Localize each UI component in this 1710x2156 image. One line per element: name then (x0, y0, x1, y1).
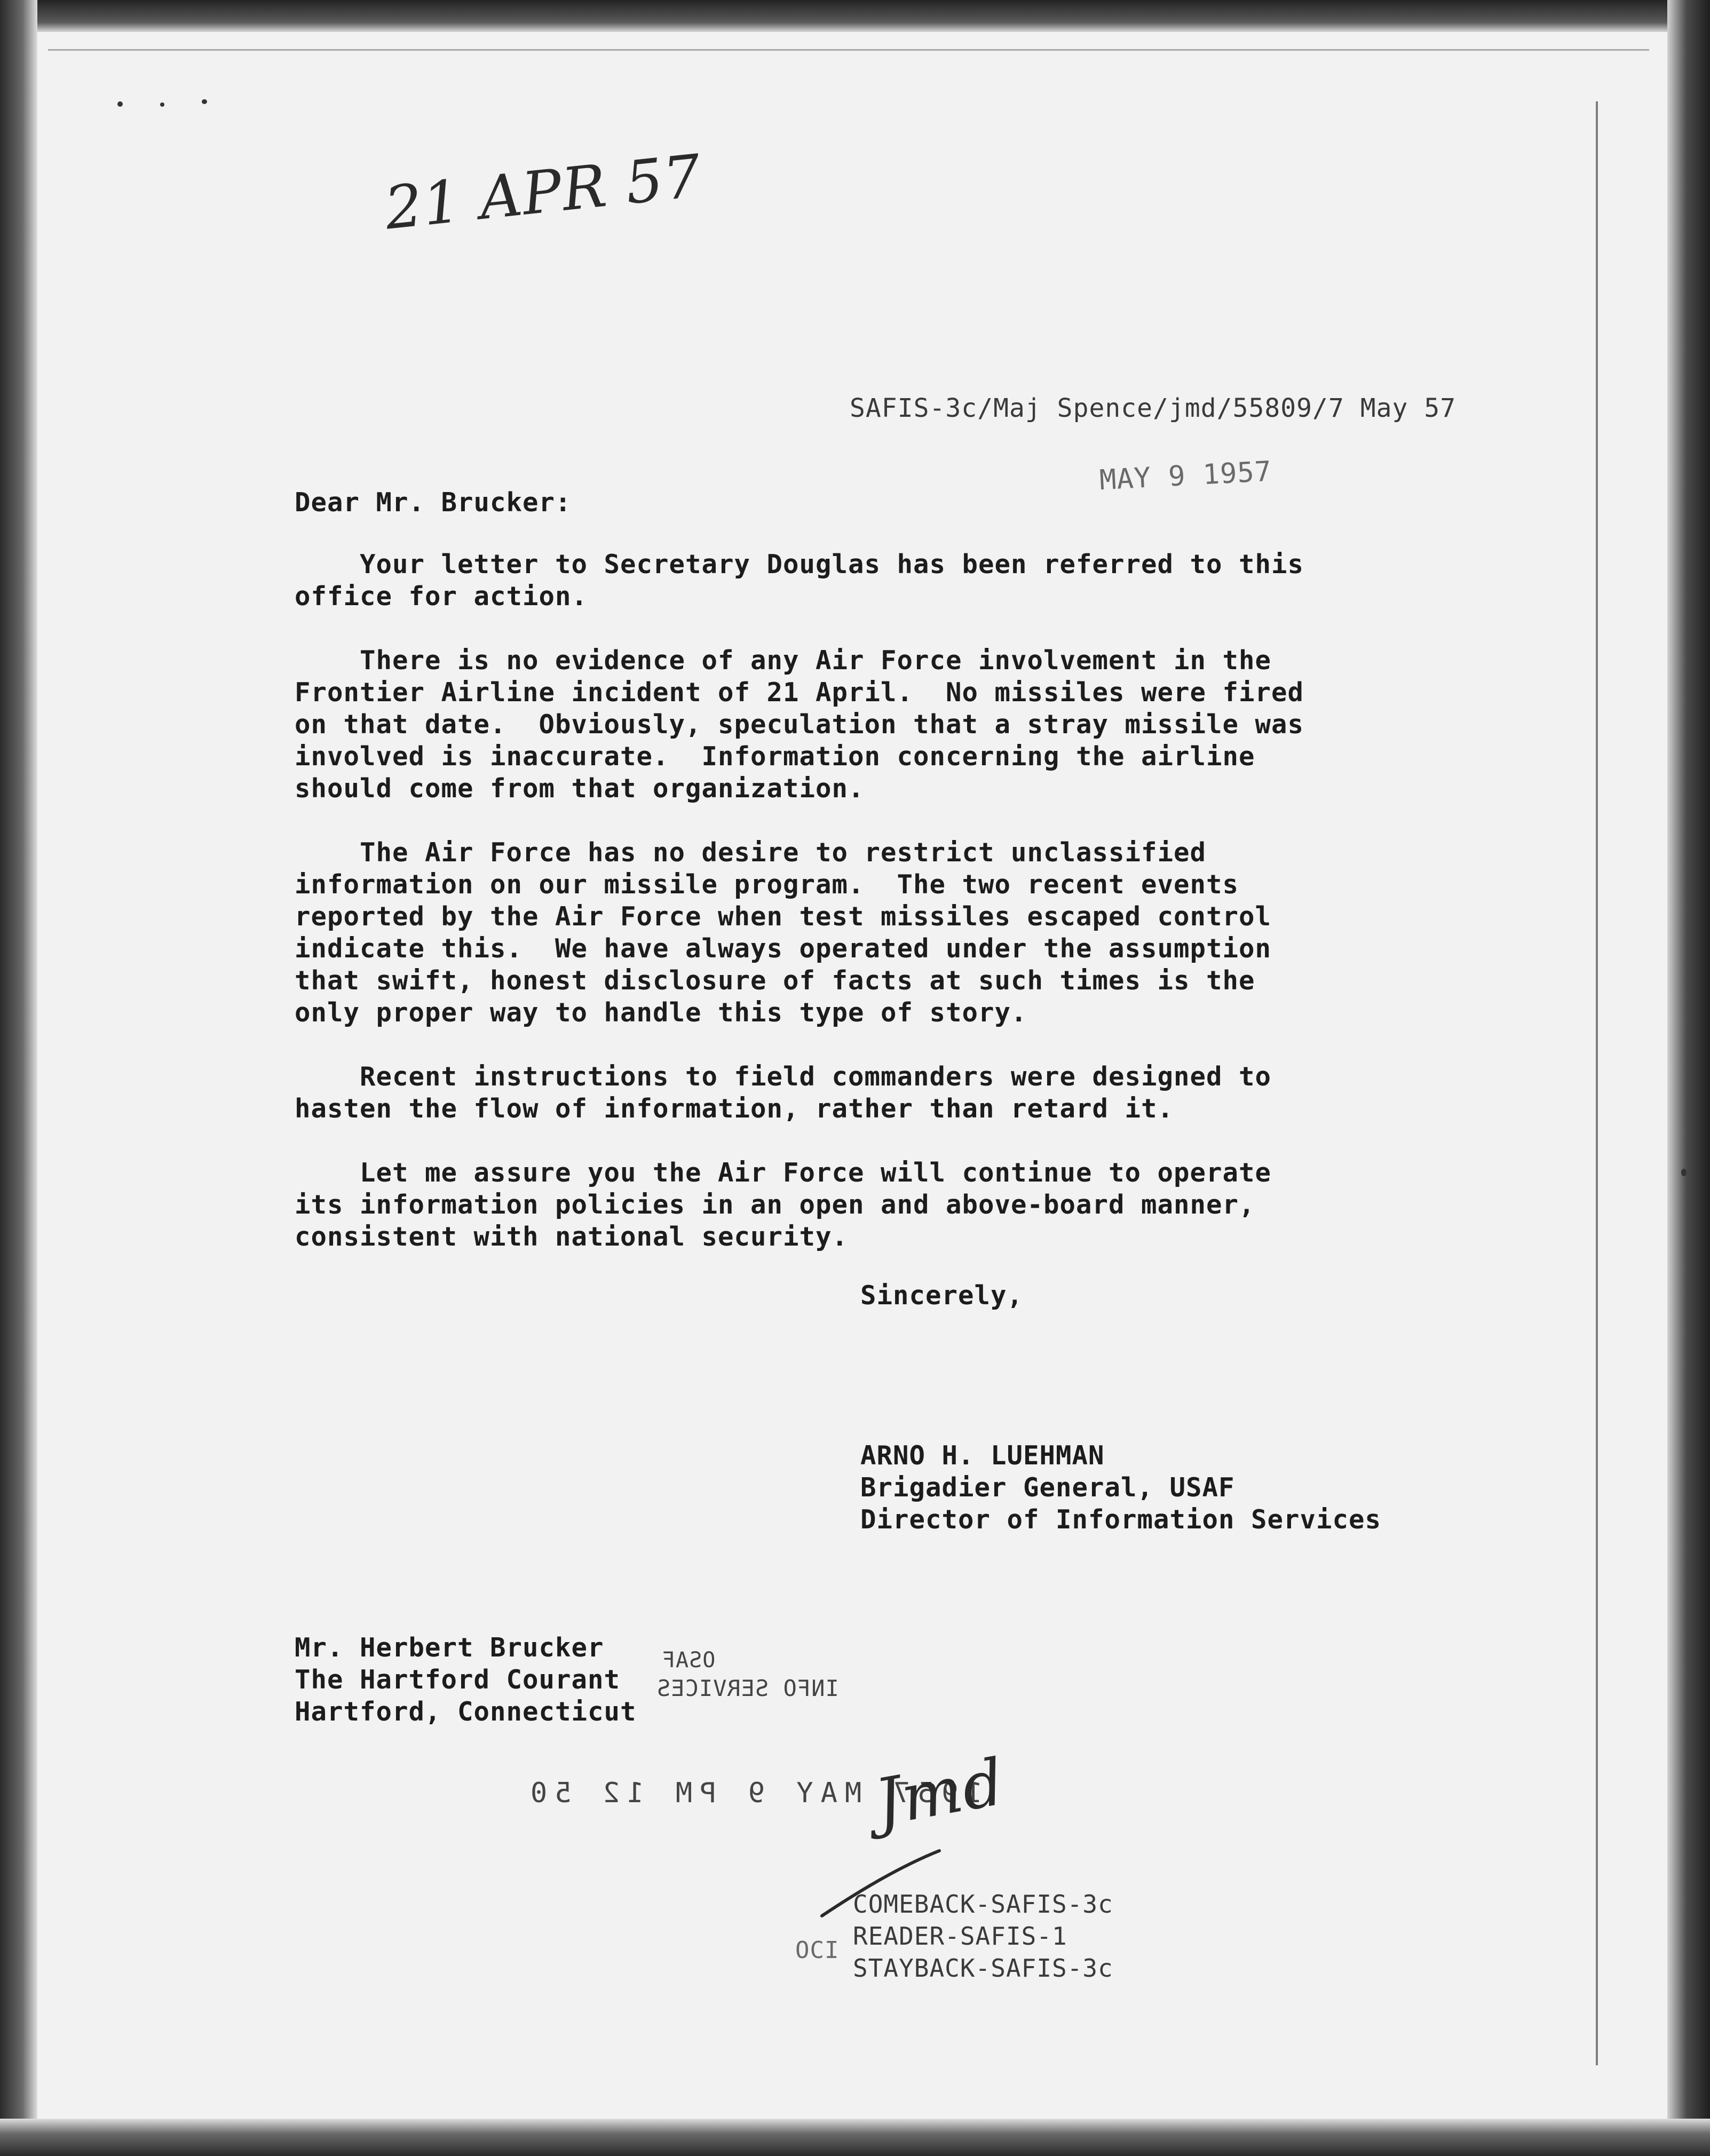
scan-border-left (0, 0, 37, 2156)
handwritten-initials: Jmd (869, 1745, 1010, 1841)
scan-speck (160, 102, 164, 107)
body-line: Let me assure you the Air Force will continue to operate (295, 1158, 1272, 1188)
body-line: There is no evidence of any Air Force involvement in the (295, 645, 1272, 676)
body-line: indicate this. We have always operated under the assumption (295, 933, 1272, 964)
closing: Sincerely, (860, 1280, 1024, 1311)
date-stamp: MAY 9 1957 (1098, 455, 1273, 497)
body-line: its information policies in an open and above-board manner, (295, 1190, 1255, 1220)
distribution-item: READER-SAFIS-1 (853, 1922, 1067, 1951)
body-line: Your letter to Secretary Douglas has been referred to this (295, 549, 1304, 580)
scan-border-bottom (0, 2119, 1710, 2156)
salutation: Dear Mr. Brucker: (295, 487, 572, 518)
signer-title: Director of Information Services (860, 1504, 1382, 1535)
scan-speck (1681, 1169, 1687, 1176)
body-line: information on our missile program. The two recent events (295, 869, 1239, 900)
margin-mark: OCI (795, 1937, 840, 1964)
reference-line: SAFIS-3c/Maj Spence/jmd/55809/7 May 57 (850, 393, 1456, 423)
addressee-name: Mr. Herbert Brucker (295, 1632, 604, 1663)
body-line: reported by the Air Force when test missiles escaped control (295, 901, 1272, 932)
distribution-item: COMEBACK-SAFIS-3c (853, 1890, 1113, 1919)
body-line: office for action. (295, 581, 588, 612)
scan-speck (202, 99, 207, 104)
body-line: The Air Force has no desire to restrict unclassified (295, 837, 1207, 868)
handwritten-date-note: 21 APR 57 (381, 141, 705, 243)
stamp-line: OSAF (662, 1648, 716, 1673)
body-line: Frontier Airline incident of 21 April. No missiles were fired (295, 677, 1304, 708)
scan-top-rule (48, 49, 1649, 51)
paper-fold-line (1596, 101, 1598, 2065)
scan-speck (117, 101, 123, 107)
scan-border-right (1667, 0, 1710, 2156)
stamp-line: INFO SERVICES (656, 1675, 839, 1701)
body-line: on that date. Obviously, speculation that a stray missile was (295, 709, 1304, 740)
distribution-item: STAYBACK-SAFIS-3c (853, 1954, 1113, 1983)
addressee-organization: The Hartford Courant (295, 1664, 621, 1695)
body-line: involved is inaccurate. Information concerning the airline (295, 741, 1255, 772)
scan-border-top (0, 0, 1710, 32)
signer-name: ARNO H. LUEHMAN (860, 1440, 1105, 1471)
body-line: hasten the flow of information, rather than retard it. (295, 1093, 1174, 1124)
body-line: should come from that organization. (295, 773, 865, 804)
body-line: consistent with national security. (295, 1222, 849, 1252)
mirrored-time-stamp: 1957 MAY 9 PM 12 50 (523, 1777, 983, 1809)
body-line: Recent instructions to field commanders were designed to (295, 1061, 1272, 1092)
body-line: only proper way to handle this type of story. (295, 997, 1027, 1028)
signer-rank: Brigadier General, USAF (860, 1472, 1235, 1503)
body-line: that swift, honest disclosure of facts at such times is the (295, 965, 1255, 996)
addressee-location: Hartford, Connecticut (295, 1697, 637, 1727)
